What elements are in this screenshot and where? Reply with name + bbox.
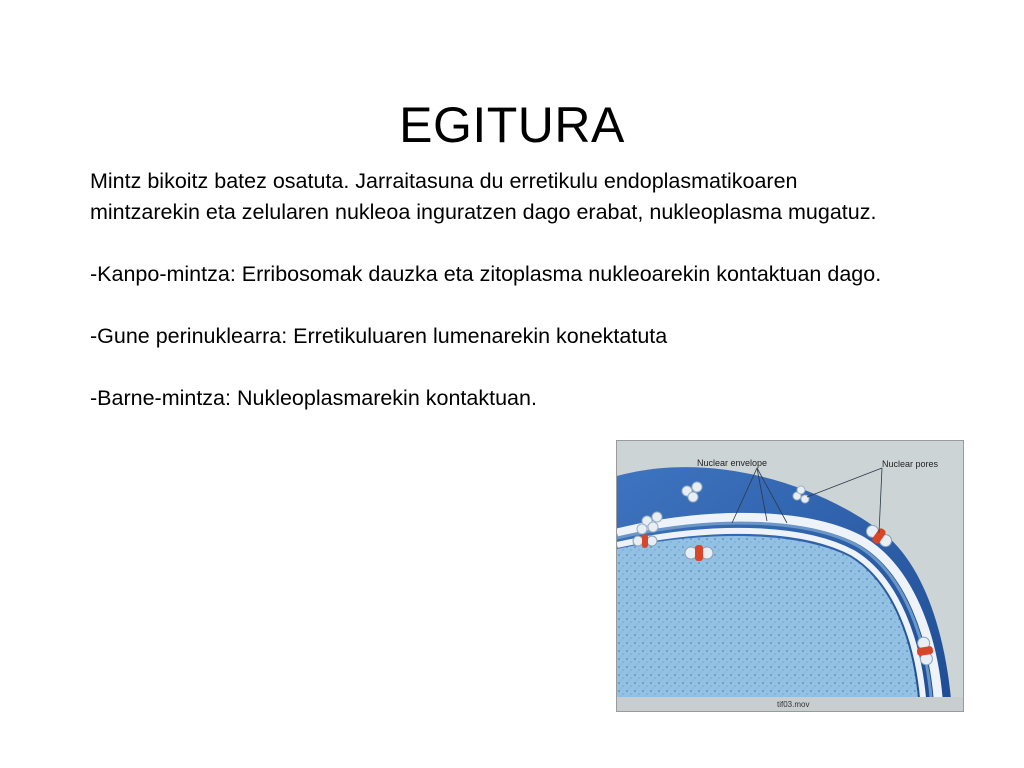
nuclear-pores-label: Nuclear pores bbox=[882, 459, 939, 469]
nuclear-envelope-label: Nuclear envelope bbox=[697, 458, 768, 468]
slide-title: EGITURA bbox=[399, 96, 625, 153]
slide-body bbox=[90, 166, 910, 414]
paragraph-intro: Mintz bikoitz batez osatuta. Jarraitasuna du erretikulu endoplasmatikoaren mintzarekin eta zelularen nukleoa inguratzen dago erabat, nukleoplasma mugatuz. bbox=[90, 169, 877, 224]
paragraph-perinuclear-space: -Gune perinuklearra: Erretikuluaren lumenarekin konektatuta bbox=[90, 324, 668, 348]
nuclear-envelope-illustration bbox=[617, 441, 963, 711]
figure-caption: tif03.mov bbox=[777, 700, 810, 709]
paragraph-inner-membrane: -Barne-mintza: Nukleoplasmarekin kontaktuan. bbox=[90, 386, 537, 410]
paragraph-outer-membrane: -Kanpo-mintza: Erribosomak dauzka eta zitoplasma nukleoarekin kontaktuan dago. bbox=[90, 262, 882, 286]
nuclear-envelope-figure bbox=[616, 440, 964, 712]
